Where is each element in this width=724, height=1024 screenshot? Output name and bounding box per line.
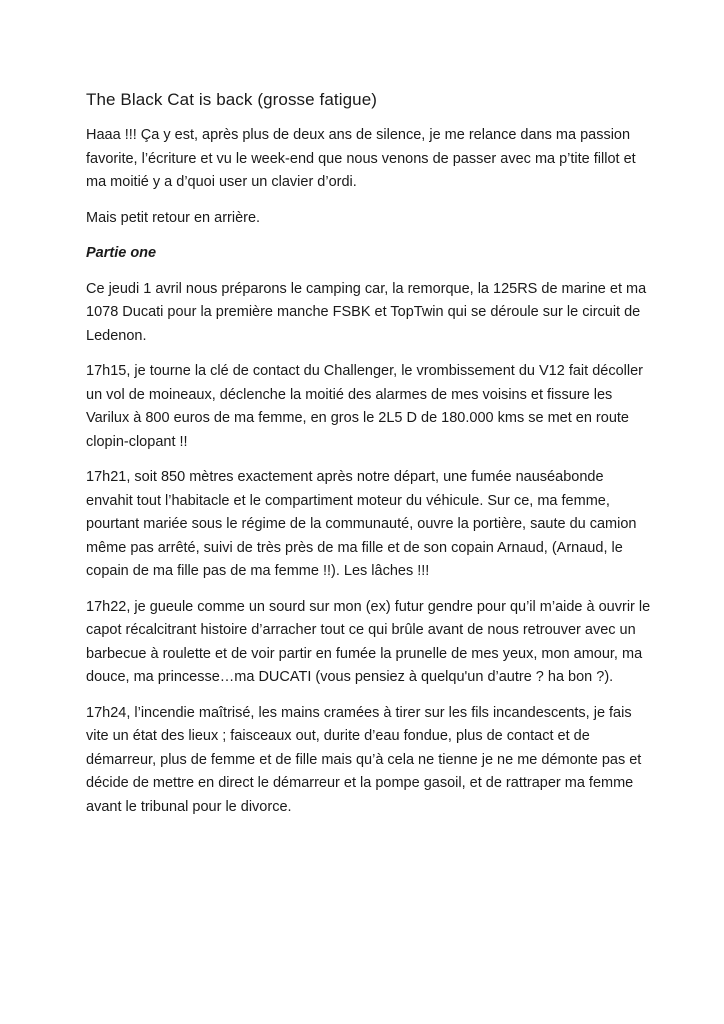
body-paragraph: 17h15, je tourne la clé de contact du Challenger, le vrombissement du V12 fait décoller un vol de moineaux, déclenche la moitié des alarmes de mes voisins et fissure les Varilux à 800 euros de ma femme, en gros le 2L5 D de 180.000 kms se met en route clopin-clopant !! xyxy=(86,363,643,450)
section-heading: Partie one xyxy=(86,245,157,261)
document-page xyxy=(86,88,652,831)
body-paragraph: 17h24, l’incendie maîtrisé, les mains cramées à tirer sur les fils incandescents, je fais vite un état des lieux ; faisceaux out, durite d’eau fondue, plus de contact et de démarreur, plus de femme et de fille mais qu’à cela ne tienne je ne me démonte pas et décide de mettre en direct le démarreur et la pompe gasoil, et de rattraper ma femme avant le tribunal pour le divorce. xyxy=(86,704,642,815)
document-title: The Black Cat is back (grosse fatigue) xyxy=(86,90,378,109)
intro-paragraph: Mais petit retour en arrière. xyxy=(86,209,261,226)
body-paragraph: Ce jeudi 1 avril nous préparons le camping car, la remorque, la 125RS de marine et ma 1078 Ducati pour la première manche FSBK et TopTwin qui se déroule sur le circuit de Ledenon. xyxy=(86,280,647,344)
body-paragraph: 17h21, soit 850 mètres exactement après notre départ, une fumée nauséabonde envahit tout l’habitacle et le compartiment moteur du véhicule. Sur ce, ma femme, pourtant mariée sous le régime de la communauté, ouvre la portière, saute du camion même pas arrêté, suivi de très près de ma fille et de son copain Arnaud, (Arnaud, le copain de ma fille pas de ma femme !!). Les lâches !!! xyxy=(86,469,637,579)
body-paragraph: 17h22, je gueule comme un sourd sur mon (ex) futur gendre pour qu’il m’aide à ouvrir le capot récalcitrant histoire d’arracher tout ce qui brûle avant de nous retrouver avec un barbecue à roulette et de voir partir en fumée la prunelle de mes yeux, mon amour, ma douce, ma princesse…ma DUCATI (vous pensiez à quelqu'un d’autre ? ha bon ?). xyxy=(86,598,651,685)
intro-paragraph: Haaa !!! Ça y est, après plus de deux ans de silence, je me relance dans ma passion favorite, l’écriture et vu le week-end que nous venons de passer avec ma p’tite fillot et ma moitié y a d’quoi user un clavier d’ordi. xyxy=(86,127,636,190)
